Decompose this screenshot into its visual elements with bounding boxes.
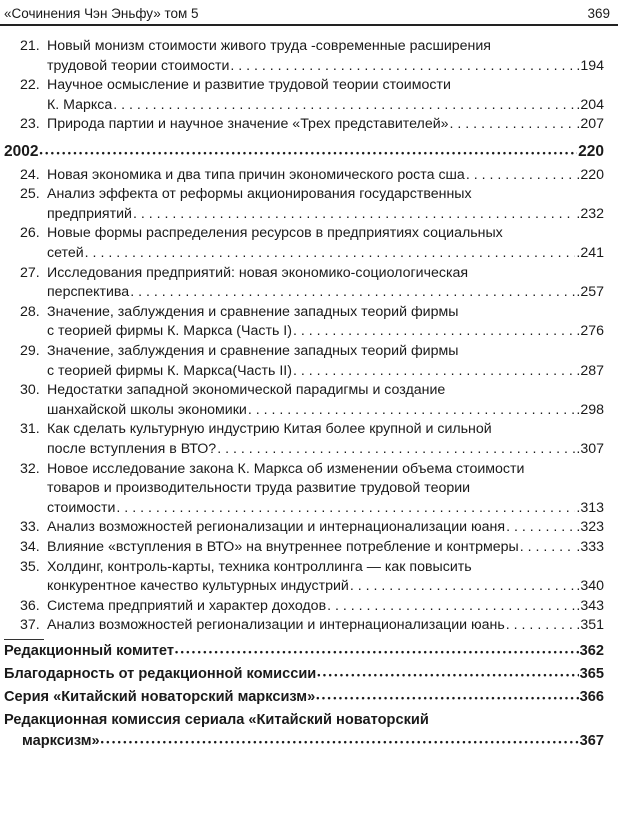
section-divider [4,639,44,640]
entry-title: предприятий [47,205,132,222]
toc-entry-line [47,576,604,596]
toc-entry-line [20,184,604,204]
toc-entry-line [20,302,604,322]
leader-dots [466,165,576,185]
section-page: 367 [579,733,604,749]
toc-entry-line [20,517,604,537]
year-page: 220 [578,143,604,160]
toc-entry-line [20,380,604,400]
entry-title: конкурентное качество культурных индустрий [47,578,349,595]
running-header [4,4,610,22]
toc-entry-line [47,439,604,459]
leader-dots [350,576,576,596]
leader-dots [248,400,576,420]
toc-entry-line [20,341,604,361]
leader-dots [116,498,575,518]
entry-title: трудовой теории стоимости [47,57,230,74]
entry-title: Исследования предприятий: новая экономико-социологическая [47,264,469,281]
toc-entry-line [20,557,604,577]
section-title: Благодарность от редакционной комиссии [4,666,317,682]
section-heading-line [4,687,604,708]
entry-title: шанхайской школы экономики [47,401,247,418]
entry-page: .241 [576,245,604,261]
entry-number: 31. [20,421,40,438]
toc-entry-line [47,400,604,420]
entry-title: Система предприятий и характер доходов [47,597,327,614]
entry-title: товаров и производительности труда развитие трудовой теории [47,480,471,497]
section-heading-line [4,641,604,662]
entry-title: после вступления в ВТО? [47,441,217,457]
toc-entry-line [47,321,604,341]
section-page: 366 [579,689,604,705]
entry-title: К. Маркса [47,96,113,113]
leader-dots [175,641,579,662]
leader-dots [230,56,575,76]
toc-entry-line [20,419,604,439]
entry-title: Природа партии и научное значение «Трех представителей» [47,116,449,133]
entry-number: 24. [20,166,40,183]
leader-dots [450,114,576,134]
toc-entry-line [20,36,604,56]
entry-title: Анализ эффекта от реформы акционирования государственных [47,186,472,203]
entry-title: Влияние «вступления в ВТО» на внутреннее потребление и контрмеры [47,539,519,555]
entry-number: 37. [20,617,40,634]
toc-entry-line [47,204,604,224]
toc-entry-line [20,263,604,283]
leader-dots [101,731,579,752]
leader-dots [85,243,576,263]
toc-entry-line [20,615,604,635]
entry-title: с теорией фирмы К. Маркса (Часть I) [47,323,292,340]
leader-dots [217,439,575,459]
leader-dots [39,142,577,163]
leader-dots [506,615,576,635]
section-page: 365 [579,666,604,682]
section-heading-line [4,664,604,685]
toc-entry-line [20,596,604,616]
leader-dots [293,361,575,381]
entry-title: Анализ возможностей регионализации и интернационализации юаня [47,519,506,536]
entry-title: Значение, заблуждения и сравнение западных теорий фирмы [47,303,459,320]
entry-number: 22. [20,77,40,94]
entry-number: 23. [20,116,40,133]
entry-page: .323 [576,519,604,536]
entry-page: .220 [576,166,604,183]
entry-number: 21. [20,38,40,54]
entry-number: 26. [20,225,40,242]
entry-number: 35. [20,558,40,575]
section-page: 362 [579,643,604,659]
entry-title: Новые формы распределения ресурсов в предприятиях социальных [47,225,503,242]
entry-page: .287 [576,362,604,379]
toc-entry-line [47,361,604,381]
toc-entry-line [47,56,604,76]
section-title: Редакционная комиссия сериала «Китайский новаторский [4,712,429,728]
year-label: 2002 [4,143,39,160]
entry-number: 32. [20,460,40,477]
section-title: Редакционный комитет [4,643,174,659]
leader-dots [317,664,578,685]
year-heading [4,142,604,163]
entry-page: .276 [576,323,604,340]
section-heading-line [4,710,604,730]
entry-title: стоимости [47,499,116,516]
entry-number: 25. [20,186,40,203]
toc-entry-line [47,95,604,115]
section-title: марксизм» [22,733,100,749]
entry-number: 29. [20,343,40,359]
entry-page: .340 [576,578,604,595]
toc-entry-line [20,165,604,185]
leader-dots [130,282,575,302]
entry-page: .232 [576,205,604,222]
leader-dots [520,537,576,557]
entry-page: .204 [576,96,604,113]
toc-entry-line [20,537,604,557]
entry-page: .307 [576,441,604,457]
entry-number: 33. [20,519,40,536]
toc-entry-line [47,478,604,498]
entry-title: Холдинг, контроль-карты, техника контроллинга — как повысить [47,558,472,575]
entry-page: .194 [576,57,604,74]
entry-page: .257 [576,284,604,301]
entry-number: 34. [20,539,40,555]
leader-dots [506,517,575,537]
leader-dots [327,596,575,616]
entry-title: Новый монизм стоимости живого труда -современные расширения [47,38,491,54]
section-heading-line [22,731,604,752]
entry-title: с теорией фирмы К. Маркса(Часть II) [47,362,292,379]
entry-number: 28. [20,303,40,320]
entry-page: .207 [576,116,604,133]
entry-title: Как сделать культурную индустрию Китая более крупной и сильной [47,421,492,438]
entry-page: .298 [576,401,604,418]
entry-title: Новое исследование закона К. Маркса об изменении объема стоимости [47,460,525,477]
leader-dots [133,204,575,224]
book-title: «Сочинения Чэн Эньфу» том 5 [4,5,199,21]
entry-title: сетей [47,245,84,261]
entry-number: 30. [20,382,40,399]
entry-title: Новая экономика и два типа причин экономического роста сша [47,166,465,183]
entry-title: Анализ возможностей регионализации и интернационализации юань [47,617,505,634]
entry-page: .333 [576,539,604,555]
leader-dots [293,321,575,341]
toc-entry-line [20,114,604,134]
toc-entry-line [47,498,604,518]
entry-title: Значение, заблуждения и сравнение западных теорий фирмы [47,343,459,359]
entry-page: .351 [576,617,604,634]
toc-entry-line [20,459,604,479]
entry-page: .343 [576,597,604,614]
toc-entry-line [20,75,604,95]
entry-title: Недостатки западной экономической парадигмы и создание [47,382,446,399]
entry-title: перспектива [47,284,130,301]
entry-title: Научное осмысление и развитие трудовой теории стоимости [47,77,451,94]
toc-entry-line [47,243,604,263]
header-rule [0,24,618,26]
leader-dots [113,95,575,115]
leader-dots [316,687,578,708]
entry-number: 27. [20,264,40,281]
toc-entry-line [20,223,604,243]
section-title: Серия «Китайский новаторский марксизм» [4,689,316,705]
toc-entry-line [47,282,604,302]
entry-page: .313 [576,499,604,516]
entry-number: 36. [20,597,40,614]
page-number: 369 [587,5,610,21]
